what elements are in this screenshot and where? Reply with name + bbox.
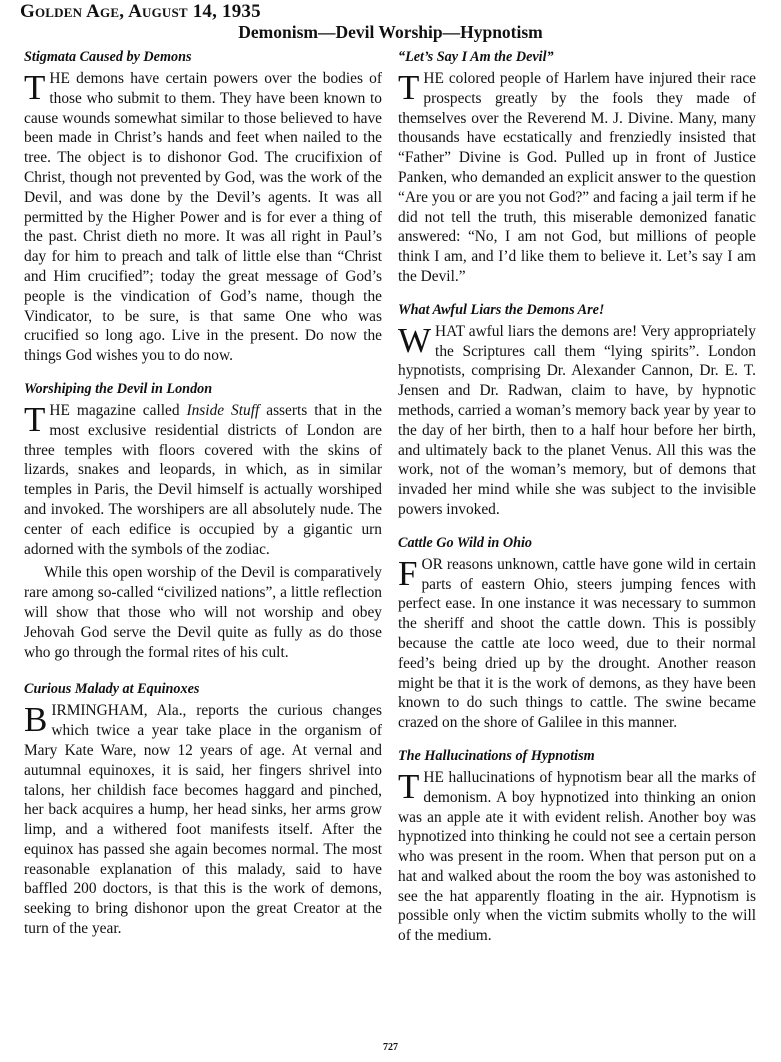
article-text: HE hallucinations of hypnotism bear all the marks of demonism. A boy hypnotized into thinking an onion was an apple ate it with evident relish. Another boy was hypnotized into thinking he could not see a certain person who was present in the room. When that person put on a hat and walked about the room the boy was astonished to see the hat apparently floating in the air. Hypnotism is possible only when the victim submits wholly to the will of the medium. — [398, 768, 756, 945]
drop-cap: B — [24, 700, 48, 740]
drop-cap: W — [398, 320, 432, 360]
article-body — [24, 401, 382, 559]
article-text: HE demons have certain powers over the bodies of those who submit to them. They have been known to cause wounds somewhat similar to those believed to have been made in Christ’s hands and feet when nailed to the tree. The object is to dishonor God. The crucifixion of Christ, though not prevented by God, was the work of the Devil, and was done by the Devil’s agents. It was all permitted by the Higher Power and is for ever a thing of the past. Christ dieth no more. It was all right in Paul’s day for him to preach and talk of little else than “Christ and Him crucified”; today the great message of God’s people is the vindication of God’s name, though the Vindicator, to be sure, is that same One who was crucified so long ago. Live in the present. Do now the things God wishes you to do now. — [24, 70, 382, 365]
article-heading: What Awful Liars the Demons Are! — [398, 301, 605, 318]
magazine-title: Inside Stuff — [186, 401, 260, 419]
article-text: IRMINGHAM, Ala., reports the curious changes which twice a year take place in the organism of Mary Kate Ware, now 12 years of age. At vernal and autumnal equinoxes, it is said, her fingers shrivel into talons, her childish face becomes haggard and pinched, her back acquires a hump, her head sinks, her arms grow limp, and a withered foot manifests itself. After the equinox has passed she again becomes normal. The most reasonable explanation of this malady, said to have baffled 200 doctors, is that this is the work of demons, seeking to bring dishonor upon the great Creator at the turn of the year. — [24, 702, 382, 938]
article-text: HE colored people of Harlem have injured their race prospects greatly by the fools they made of themselves over the Reverend M. J. Divine. Many, many thousands have ecstatically and frenziedly insisted that “Father” Divine is God. Pulled up in front of Justice Panken, who demanded an explicit answer to the question “Are you or are you not God?” and facing a jail term if he did not tell the truth, this miserable demonized fanatic answered: “No, I am not God, but millions of people think I am, and I’d like them to believe it. Let’s say I am the Devil.” — [398, 70, 756, 285]
page-subtitle: Demonism—Devil Worship—Hypnotism — [238, 22, 543, 42]
article-awful-liars — [398, 301, 756, 520]
right-column — [398, 48, 756, 956]
article-heading: The Hallucinations of Hypnotism — [398, 747, 595, 764]
left-column — [24, 48, 382, 949]
article-cattle-wild — [398, 534, 756, 733]
article-lets-say-devil — [398, 48, 756, 287]
drop-cap: T — [398, 68, 420, 107]
article-text: HAT awful liars the demons are! Very appropriately the Scriptures call them “lying spirits”. London hypnotists, comprising Dr. Alexander Cannon, Dr. E. T. Jensen and Dr. Radwan, claim to have, by hypnotic methods, carried a woman’s memory back year by year to the day of her birth, then to a half hour before her birth, and ultimately back to the planet Venus. All this was the work, not of the woman’s memory, but of demons that invaded her mind while she was subject to the invisible powers invoked. — [398, 322, 756, 518]
article-body — [398, 555, 756, 733]
article-heading: Cattle Go Wild in Ohio — [398, 534, 533, 551]
article-text: While this open worship of the Devil is comparatively rare among so-called “civilized nations”, a little reflection will show that those who will not worship and obey Jehovah God serve the Devil quite as fully as do those who go through the formal rites of his cult. — [24, 564, 382, 661]
drop-cap: T — [24, 399, 46, 439]
running-head: Golden Age, August 14, 1935 — [20, 1, 261, 22]
article-heading: Worshiping the Devil in London — [24, 380, 213, 397]
article-body — [24, 69, 382, 366]
article-text: HE magazine called — [49, 401, 187, 419]
drop-cap: F — [398, 553, 418, 593]
article-body — [398, 322, 756, 520]
drop-cap: T — [398, 766, 420, 806]
article-body — [24, 701, 382, 939]
article-text: asserts that in the most exclusive residential districts of London are three temples with floors covered with the skins of lizards, snakes and leopards, in which, as in similar temples in Paris, the Devil himself is actually worshiped and invoked. The worshipers are all absolutely nude. The center of each edifice is occupied by a gigantic urn adorned with the symbols of the zodiac. — [24, 401, 382, 558]
article-body — [24, 563, 382, 662]
article-heading: Stigmata Caused by Demons — [24, 49, 192, 65]
article-text: OR reasons unknown, cattle have gone wild in certain parts of eastern Ohio, steers jumping fences with perfect ease. In one instance it was necessary to summon the sheriff and shoot the cattle down. This is possibly because the cattle ate loco weed, due to their normal feed’s being dried up by the drought. Another reason might be that it is the work of demons, as they have been known to do such things to cattle. The swine became crazed on the shore of Galilee in this manner. — [398, 555, 756, 732]
article-devil-worship-london — [24, 380, 382, 662]
article-heading: Curious Malady at Equinoxes — [24, 681, 200, 698]
article-body — [398, 768, 756, 946]
article-hallucinations — [398, 747, 756, 946]
article-curious-malady — [24, 680, 382, 939]
article-heading: “Let’s Say I Am the Devil” — [398, 49, 554, 65]
article-stigmata — [24, 48, 382, 366]
article-body — [398, 69, 756, 287]
drop-cap: T — [24, 68, 46, 107]
page-number: 727 — [383, 1042, 398, 1053]
